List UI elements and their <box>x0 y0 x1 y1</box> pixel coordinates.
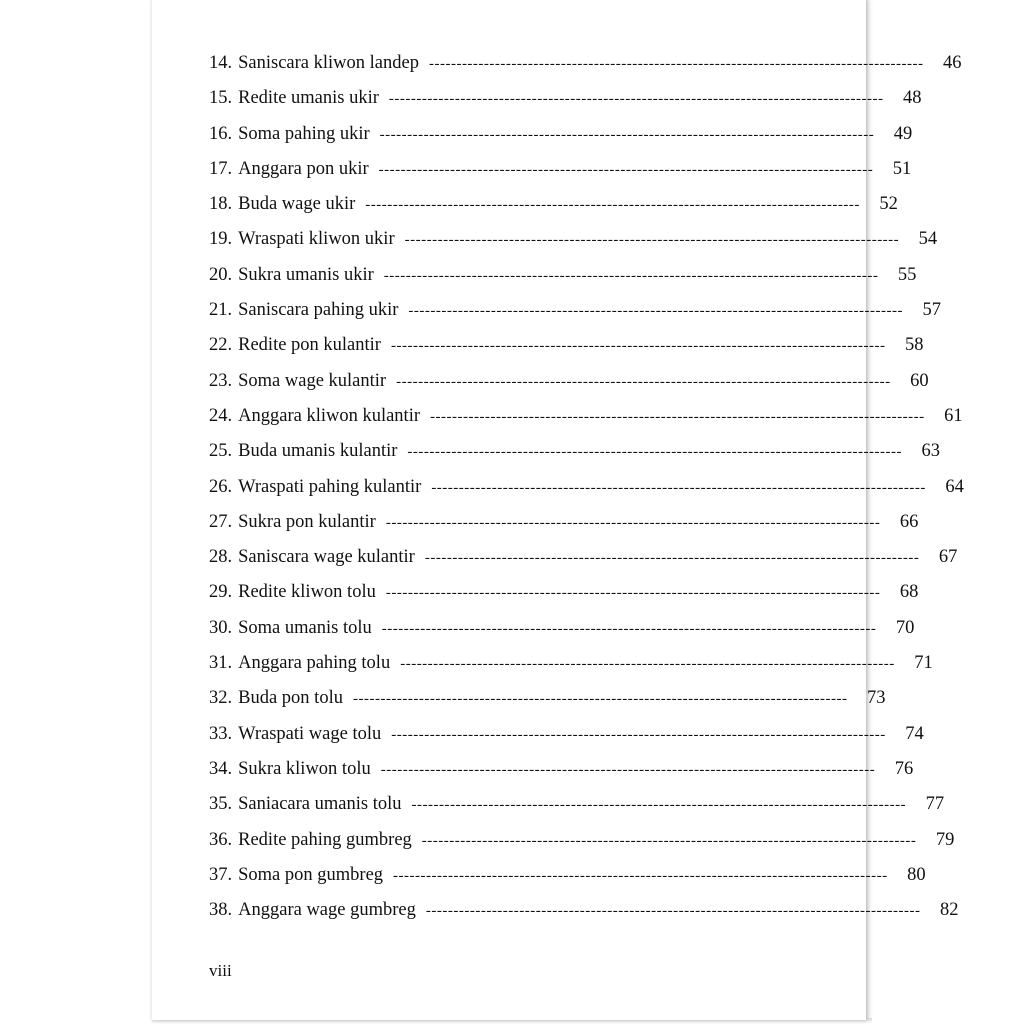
toc-entry-number: 14. <box>209 53 233 73</box>
toc-entry-number: 19. <box>209 229 233 250</box>
toc-entry-title: Anggara kliwon kulantir <box>238 405 420 426</box>
toc-entry-number: 21. <box>209 300 233 321</box>
toc-entry-number: 24. <box>209 405 233 426</box>
toc-dot-leader: ------------------------------------------------------------------------------------------ <box>431 479 926 496</box>
toc-entry-number: 23. <box>209 370 233 391</box>
toc-entry-page: 80 <box>907 864 926 885</box>
toc-entry-title: Buda umanis kulantir <box>238 441 398 462</box>
toc-entry <box>209 229 938 264</box>
toc-dot-leader: ------------------------------------------------------------------------------------------ <box>407 444 902 461</box>
toc-entry-title: Anggara wage gumbreg <box>238 900 416 921</box>
toc-entry-title: Redite kliwon tolu <box>238 582 376 603</box>
toc-entry-title: Wraspati wage tolu <box>238 723 382 744</box>
toc-entry-page: 63 <box>921 441 940 462</box>
toc-entry-title: Anggara pahing tolu <box>238 653 391 674</box>
toc-entry-title: Sukra kliwon tolu <box>238 758 371 779</box>
toc-entry-page: 82 <box>939 900 959 921</box>
toc-dot-leader: ------------------------------------------------------------------------------------------ <box>408 303 903 320</box>
toc-entry-number: 30. <box>209 617 233 638</box>
toc-entry <box>209 335 924 370</box>
toc-entry-title: Redite umanis ukir <box>238 88 379 109</box>
toc-entry-page: 52 <box>879 194 898 215</box>
toc-entry-number: 38. <box>209 900 233 921</box>
toc-entry <box>209 264 917 300</box>
toc-entry <box>209 194 898 229</box>
toc-entry-page: 58 <box>905 335 924 356</box>
toc-entry-page: 68 <box>899 582 919 603</box>
toc-entry-number: 17. <box>209 158 233 179</box>
toc-dot-leader: ------------------------------------------------------------------------------------------ <box>380 761 876 778</box>
toc-entry-title: Buda pon tolu <box>238 688 343 709</box>
toc-entry-number: 18. <box>209 194 233 215</box>
toc-entry-number: 33. <box>209 723 233 744</box>
toc-dot-leader: ------------------------------------------------------------------------------------------ <box>379 126 875 143</box>
toc-entry-number: 35. <box>209 794 233 815</box>
toc-entry <box>209 123 913 159</box>
toc-entry <box>209 511 919 547</box>
toc-entry-number: 25. <box>209 441 233 462</box>
toc-dot-leader: ------------------------------------------------------------------------------------------ <box>411 797 907 814</box>
toc-dot-leader: ------------------------------------------------------------------------------------------ <box>400 656 895 673</box>
toc-entry-title: Sukra umanis ukir <box>238 264 374 285</box>
toc-dot-leader: ------------------------------------------------------------------------------------------ <box>390 338 886 355</box>
toc-dot-leader: ------------------------------------------------------------------------------------------ <box>385 514 881 531</box>
toc-entry <box>209 758 914 794</box>
toc-entry-page: 77 <box>925 794 945 815</box>
toc-entry-number: 29. <box>209 582 233 603</box>
toc-entry-number: 31. <box>209 653 233 674</box>
toc-entry <box>209 794 945 829</box>
toc-entry-page: 54 <box>918 229 938 250</box>
toc-entry-page: 71 <box>914 653 933 674</box>
toc-entry-page: 60 <box>910 370 929 391</box>
toc-dot-leader: ------------------------------------------------------------------------------------------ <box>391 726 886 743</box>
toc-entry-page: 48 <box>902 88 922 109</box>
toc-entry-title: Buda wage ukir <box>238 194 356 215</box>
toc-entry-page: 79 <box>935 829 955 850</box>
toc-entry-number: 22. <box>209 335 233 356</box>
toc-entry <box>209 829 955 865</box>
toc-entry-page: 64 <box>945 476 964 497</box>
toc-entry-page: 57 <box>922 300 941 321</box>
toc-entry <box>209 88 922 123</box>
toc-entry <box>209 547 958 582</box>
toc-entry-page: 70 <box>895 617 915 638</box>
toc-entry <box>209 653 933 688</box>
toc-entry <box>209 617 915 653</box>
toc-entry-page: 61 <box>944 405 963 426</box>
toc-dot-leader: ------------------------------------------------------------------------------------------ <box>396 373 891 390</box>
toc-entry <box>209 864 926 900</box>
toc-dot-leader: ------------------------------------------------------------------------------------------ <box>381 620 877 637</box>
table-of-contents <box>209 53 964 935</box>
toc-entry-page: 55 <box>897 264 917 285</box>
toc-entry <box>209 688 886 723</box>
toc-entry-page: 67 <box>938 547 958 568</box>
toc-entry-title: Redite pahing gumbreg <box>238 829 412 850</box>
toc-dot-leader: ------------------------------------------------------------------------------------------ <box>378 161 874 178</box>
toc-entry-number: 27. <box>209 511 233 532</box>
toc-entry-title: Anggara pon ukir <box>238 158 369 179</box>
toc-dot-leader: ------------------------------------------------------------------------------------------ <box>388 91 884 108</box>
toc-entry-number: 36. <box>209 829 233 850</box>
toc-entry-title: Wraspati pahing kulantir <box>238 476 422 497</box>
toc-entry-page: 46 <box>943 53 962 73</box>
toc-entry <box>209 53 962 88</box>
toc-entry-title: Saniscara pahing ukir <box>238 300 399 321</box>
toc-entry <box>209 370 929 406</box>
document-page <box>152 0 964 1020</box>
toc-entry-title: Sukra pon kulantir <box>238 511 376 532</box>
toc-entry-title: Saniscara wage kulantir <box>238 547 415 568</box>
toc-dot-leader: ------------------------------------------------------------------------------------------ <box>428 56 924 72</box>
toc-dot-leader: ------------------------------------------------------------------------------------------ <box>404 232 900 249</box>
toc-dot-leader: ------------------------------------------------------------------------------------------ <box>385 585 881 602</box>
toc-entry <box>209 582 919 617</box>
toc-dot-leader: ------------------------------------------------------------------------------------------ <box>430 408 925 425</box>
toc-entry-number: 16. <box>209 123 233 144</box>
toc-dot-leader: ------------------------------------------------------------------------------------------ <box>424 550 920 567</box>
toc-entry-number: 34. <box>209 758 233 779</box>
toc-entry-page: 76 <box>894 758 914 779</box>
toc-entry-title: Saniacara umanis tolu <box>238 794 402 815</box>
toc-entry <box>209 158 912 194</box>
toc-entry-title: Soma pon gumbreg <box>238 864 384 885</box>
toc-entry-page: 49 <box>893 123 913 144</box>
toc-dot-leader: ------------------------------------------------------------------------------------------ <box>383 267 879 284</box>
toc-entry-number: 20. <box>209 264 233 285</box>
toc-entry-number: 32. <box>209 688 233 709</box>
toc-entry <box>209 900 959 935</box>
toc-entry-title: Redite pon kulantir <box>238 335 381 356</box>
page-folio: viii <box>209 961 232 980</box>
toc-entry <box>209 300 941 335</box>
toc-entry-page: 51 <box>892 158 912 179</box>
toc-entry-page: 66 <box>899 511 919 532</box>
toc-entry <box>209 405 963 441</box>
toc-entry <box>209 476 964 512</box>
toc-entry-title: Soma pahing ukir <box>238 123 370 144</box>
toc-entry-number: 37. <box>209 864 233 885</box>
toc-entry-title: Soma wage kulantir <box>238 370 387 391</box>
toc-entry-number: 15. <box>209 88 233 109</box>
toc-entry-title: Wraspati kliwon ukir <box>238 229 395 250</box>
toc-entry-page: 73 <box>867 688 886 709</box>
toc-entry-title: Soma umanis tolu <box>238 617 372 638</box>
toc-entry-page: 74 <box>905 723 924 744</box>
toc-entry <box>209 441 940 476</box>
toc-entry <box>209 723 924 759</box>
toc-dot-leader: ------------------------------------------------------------------------------------------ <box>365 197 860 214</box>
toc-dot-leader: ------------------------------------------------------------------------------------------ <box>421 832 917 849</box>
toc-entry-number: 28. <box>209 547 233 568</box>
toc-entry-title: Saniscara kliwon landep <box>238 53 419 73</box>
toc-dot-leader: ------------------------------------------------------------------------------------------ <box>425 903 921 920</box>
toc-dot-leader: ------------------------------------------------------------------------------------------ <box>393 867 888 884</box>
toc-entry-number: 26. <box>209 476 233 497</box>
toc-dot-leader: ------------------------------------------------------------------------------------------ <box>352 691 848 708</box>
